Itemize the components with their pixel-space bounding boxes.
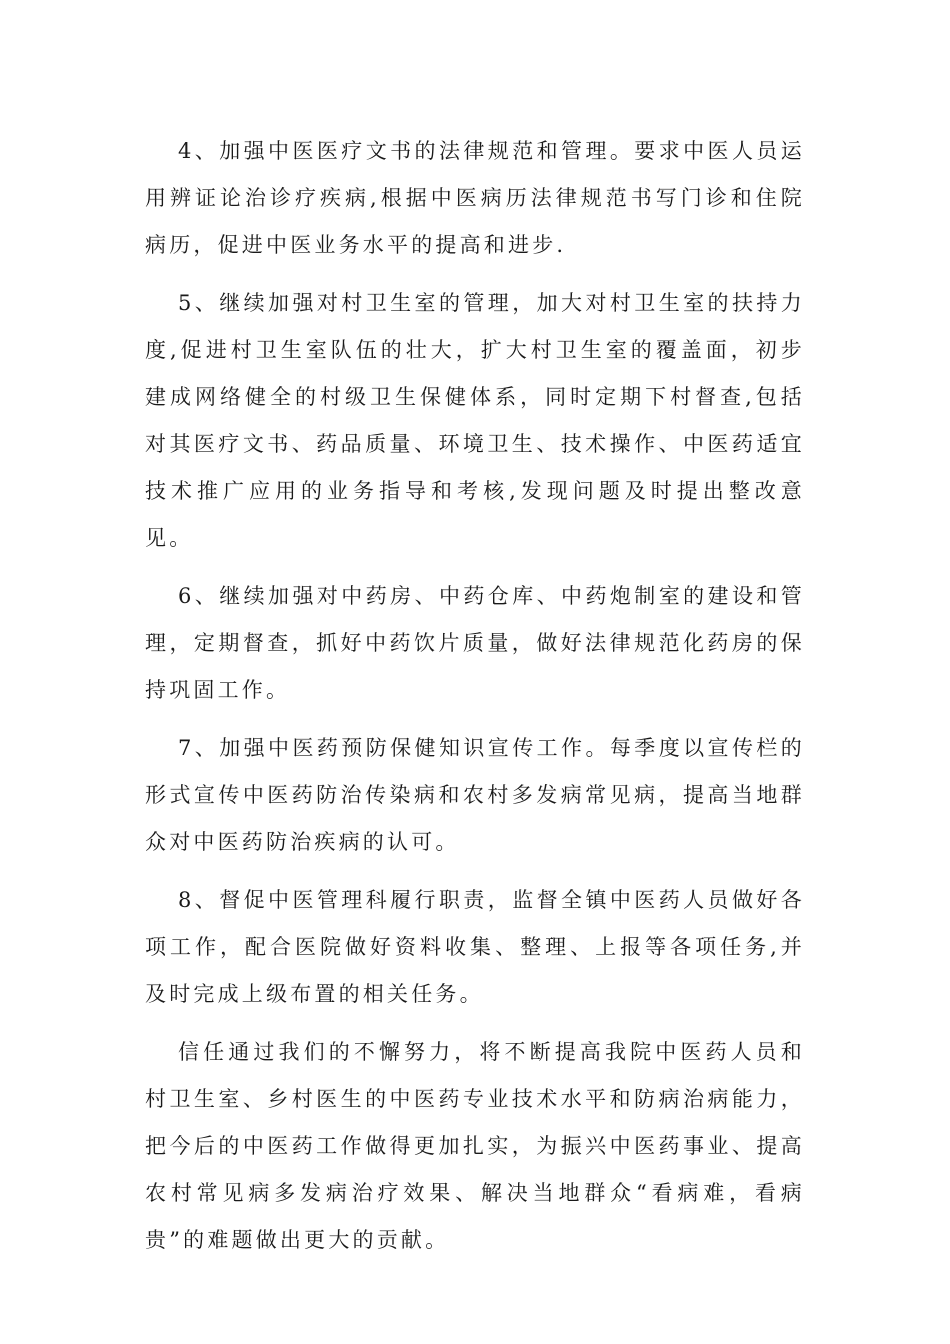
document-body bbox=[145, 128, 805, 1264]
paragraph-item-7: 7、加强中医药预防保健知识宣传工作。每季度以宣传栏的形式宣传中医药防治传染病和农村多发病常见病，提高当地群众对中医药防治疾病的认可。 bbox=[145, 736, 805, 854]
paragraph-item-8: 8、督促中医管理科履行职责，监督全镇中医药人员做好各项工作，配合医院做好资料收集、整理、上报等各项任务,并及时完成上级布置的相关任务。 bbox=[145, 888, 805, 1006]
paragraph-item-4: 4、加强中医医疗文书的法律规范和管理。要求中医人员运用辨证论治诊疗疾病,根据中医病历法律规范书写门诊和住院病历，促进中医业务水平的提高和进步. bbox=[145, 139, 805, 257]
paragraph-item-5: 5、继续加强对村卫生室的管理，加大对村卫生室的扶持力度,促进村卫生室队伍的壮大，扩大村卫生室的覆盖面，初步建成网络健全的村级卫生保健体系，同时定期下村督查,包括对其医疗文书、药品质量、环境卫生、技术操作、中医药适宜技术推广应用的业务指导和考核,发现问题及时提出整改意见。 bbox=[145, 291, 805, 550]
paragraph-item-6: 6、继续加强对中药房、中药仓库、中药炮制室的建设和管理，定期督查，抓好中药饮片质量，做好法律规范化药房的保持巩固工作。 bbox=[145, 584, 805, 702]
paragraph-conclusion: 信任通过我们的不懈努力，将不断提高我院中医药人员和村卫生室、乡村医生的中医药专业技术水平和防病治病能力，把今后的中医药工作做得更加扎实，为振兴中医药事业、提高农村常见病多发病治疗效果、解决当地群众“看病难，看病贵”的难题做出更大的贡献。 bbox=[145, 1040, 805, 1252]
